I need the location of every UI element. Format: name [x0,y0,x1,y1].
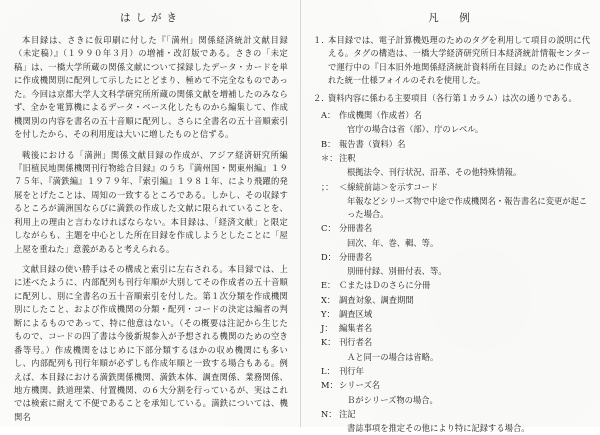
definition-note: 回次、年、巻、輯、等。 [347,237,439,248]
definition-key: B： [321,138,336,149]
definition-note: 年報などシリーズ物で中途で作成機関名・報告書名に変更が起こった場合。 [347,195,588,220]
definition-value: 作成機関（作成者）名 [339,110,422,121]
definition-key: K： [321,337,336,348]
definition-value: 報告書（資料）名 [339,138,406,149]
definition-row [313,294,590,307]
definition-row [313,181,590,194]
list-item [313,34,590,88]
definition-value: シリーズ名 [339,380,381,391]
definition-value: 注釈 [339,152,356,163]
definition-key: D： [321,251,336,262]
definition-list [313,109,590,435]
definition-key: A： [321,110,336,121]
list-item-marker: １． [313,35,330,45]
list-item-text: 本目録では、電子計算機処理のためのタグを利用して項目の説明に代える。タグの構造は、一橋大学経済研究所日本経済統計情報センターで運行中の『日本旧外地関係経済統計資料所在目録』のために作成された統一仕様フォイルのそれを使用した。 [328,35,590,86]
definition-key: Y： [321,308,335,319]
definition-note: Ａと同一の場合は省略。 [347,351,439,362]
definition-value: ＣまたはＤのさらに分冊 [339,280,431,291]
definition-value: 刊行者名 [339,337,373,348]
definition-value: 分冊書名 [339,223,373,234]
paragraph: 本目録は、さきに仮印刷に付した『「満州」関係経済統計文献目録（未定稿）』（１９９０年３月）の増補・改訂版である。さきの「未定稿」は、一橋大学所蔵の関係文献について採録したデータ・カードを単に作成機関別に配列して示したにとどまり、極めて不完全なものであった。今回は京都大学人文科学研究所所蔵の関係文献を増補したのみならず、全かを電算機によるデータ・ベース化したものから編集して、作成機関別の内容を書名の五十音順に配列し、さらに全書名の五十音順索引を付したから、その利用度は大いに増したものと信ずる。 [14,35,288,140]
definition-row [313,365,590,378]
definition-row [313,336,590,349]
definition-note: 別冊付録、別冊付表、等。 [347,266,447,277]
definition-row [313,322,590,335]
definition-key: ＊： [321,152,338,163]
paragraph: 戦後における「満洲」関係文献目録の作成が、アジア経済研究所編『旧植民地関係機関刊行物総合目録』のうち『満州国・関東州編』１９７５年、『満鉄編』１９７９年、『索引編』１９８１年、により飛躍的発展をとげたことは、周知の一致するところである。しかし、その収録するところが満洲国ならびに満鉄の作成した文献に限られていることを、利用上の理由と言わなければならない。本目録は、「経済文献」と限定しながらも、主題を中心とした所在目録を作成しようとしたことに「屋上屋を重ねた」意義があると考えられる。 [14,149,288,254]
paragraph: 文献目録の使い勝手はその構成と索引に左右される。本目録では、上に述べたように、内部配列も刊行年順が大別してその作成者の五十音順に配列し、別に全書名の五十音順索引を付した。第１次分類を作成機関別にしたこと、および作成機関の分類・配列・コードの決定は編者の判断によるものであって、特に他意はない。（その概要は注記から生じたもので、コードの四了書は今後新規参入が予想される機関のための空き番等号。）作成機関をはじめに下部分類するほかの収め機関にも多いし、内部配列も刊行年順が必ずしも作成年順と一致する場合もある。例えば、本目録における満鉄関係機関、満鉄本体、調査関係、業務関係、地方機関、鉄道理業、付置機関、の６大分割を行っているが、実はこれでは検索に耐えて不便であることを承知している。満鉄については、機関名 [14,264,288,422]
definition-row [313,279,590,292]
definition-note: Ｂがシリーズ物の場合。 [347,394,438,405]
definition-key: M： [321,380,338,391]
definition-note: 書誌事項を推定その他により特に記録する場合。 [347,423,530,434]
definition-row [313,408,590,421]
definition-row [313,251,590,264]
definition-row [313,379,590,392]
definition-key: X： [321,294,336,305]
definition-key: C： [321,223,336,234]
left-column-title: はしがき [120,12,182,24]
definition-note: 官庁の場合は省（部）、庁のレベル。 [347,124,484,135]
definition-value: 分冊書名 [339,251,373,262]
definition-note: 根拠法令、刊行状況、沿革、その他特殊情報。 [347,167,522,178]
definition-value: 注記 [339,408,356,419]
list-item [313,92,590,105]
definition-value: 編集者名 [339,323,373,334]
definition-row [313,152,590,165]
definition-row [313,109,590,122]
list-item-text: 資料内容に係わる主要項目（各行第１カラム）は次の通りである。 [328,92,577,103]
definition-key: J： [321,323,333,334]
definition-key: ；： [321,181,334,192]
definition-value: ＜線続前誌＞を示すコード [339,181,439,192]
definition-key: E： [321,280,336,291]
left-column [0,0,300,427]
right-column [300,0,600,434]
definition-value: 刊行年 [339,365,364,376]
definition-row [313,308,590,321]
list-item-marker: ２． [313,92,330,103]
definition-key: L： [321,365,335,376]
definition-value: 調査対象、調査期間 [339,294,414,305]
definition-row [313,222,590,235]
definition-row [313,138,590,151]
definition-value: 調査区域 [339,308,373,319]
right-column-title: 凡 例 [428,12,475,24]
definition-key: N： [321,408,337,419]
